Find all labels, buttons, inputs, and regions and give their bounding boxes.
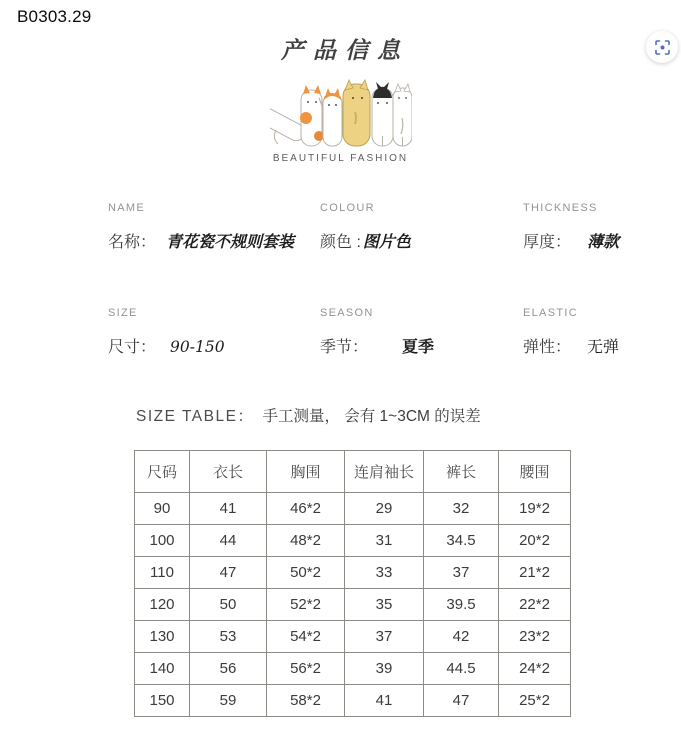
size-table-cell: 35 (345, 589, 424, 621)
size-table-cell: 39 (345, 653, 424, 685)
size-table-header-cell: 腰围 (499, 451, 571, 493)
info-value: 无弹 (587, 339, 620, 356)
info-value: 青花瓷不规则套装 (166, 234, 295, 251)
info-label-en: SIZE (108, 307, 138, 319)
info-value: 夏季 (402, 339, 435, 356)
size-table-cell: 47 (190, 557, 267, 589)
size-table-cell: 58*2 (267, 685, 345, 717)
size-table-cell: 110 (135, 557, 190, 589)
info-value: 图片色 (362, 234, 411, 251)
info-label-en: COLOUR (320, 202, 375, 214)
size-table-cell: 59 (190, 685, 267, 717)
info-value: 薄款 (587, 234, 620, 251)
info-value: 90-150 (170, 338, 225, 356)
size-table-cell: 39.5 (424, 589, 499, 621)
size-table-cell: 52*2 (267, 589, 345, 621)
size-table-cell: 41 (190, 493, 267, 525)
size-table-cell: 56 (190, 653, 267, 685)
size-table-cell: 34.5 (424, 525, 499, 557)
size-table-body (135, 493, 571, 717)
info-cell-size (108, 307, 320, 357)
size-table-cell: 29 (345, 493, 424, 525)
size-table-row (135, 685, 571, 717)
info-field: 名称： (108, 234, 157, 251)
size-table-head (135, 451, 571, 493)
size-table-cell: 120 (135, 589, 190, 621)
size-table (134, 450, 571, 717)
size-table-cell: 22*2 (499, 589, 571, 621)
size-table-row (135, 621, 571, 653)
product-code: B0303.29 (17, 7, 92, 26)
size-table-header-cell: 裤长 (424, 451, 499, 493)
size-table-row (135, 493, 571, 525)
page-title: 产品信息 (281, 37, 409, 64)
size-table-cell: 41 (345, 685, 424, 717)
size-table-cell: 50*2 (267, 557, 345, 589)
size-table-cell: 23*2 (499, 621, 571, 653)
size-table-cell: 37 (424, 557, 499, 589)
size-table-cell: 46*2 (267, 493, 345, 525)
info-field: 厚度： (523, 234, 572, 251)
size-table-cell: 47 (424, 685, 499, 717)
size-table-header-cell: 连肩袖长 (345, 451, 424, 493)
size-table-cell: 150 (135, 685, 190, 717)
size-table-heading-note: 手工测量， 会有 1~3CM 的误差 (262, 408, 481, 425)
info-cell-colour (320, 202, 523, 252)
size-table-heading (136, 404, 481, 426)
size-table-cell: 56*2 (267, 653, 345, 685)
info-cell-thickness (523, 202, 673, 252)
info-field: 弹性： (523, 339, 572, 356)
size-table-row (135, 525, 571, 557)
info-field: 季节： (320, 339, 369, 356)
info-label-en: THICKNESS (523, 202, 598, 214)
info-cell-season (320, 307, 523, 357)
size-table-cell: 140 (135, 653, 190, 685)
size-table-cell: 90 (135, 493, 190, 525)
info-cell-name (108, 202, 320, 252)
size-table-cell: 44 (190, 525, 267, 557)
cats-illustration (270, 78, 412, 150)
brand-tagline: BEAUTIFUL FASHION (272, 153, 409, 164)
info-cell-elastic (523, 307, 673, 357)
info-label-en: SEASON (320, 307, 374, 319)
visual-search-button[interactable] (646, 31, 678, 63)
size-table-cell: 32 (424, 493, 499, 525)
size-table-cell: 130 (135, 621, 190, 653)
size-table-row (135, 589, 571, 621)
size-table-cell: 19*2 (499, 493, 571, 525)
size-table-cell: 42 (424, 621, 499, 653)
size-table-cell: 44.5 (424, 653, 499, 685)
size-table-cell: 21*2 (499, 557, 571, 589)
size-table-cell: 20*2 (499, 525, 571, 557)
size-table-row (135, 557, 571, 589)
size-table-cell: 31 (345, 525, 424, 557)
size-table-row (135, 653, 571, 685)
size-table-cell: 48*2 (267, 525, 345, 557)
info-label-en: ELASTIC (523, 307, 578, 319)
info-field: 颜色 : (320, 234, 361, 251)
size-table-heading-en: SIZE TABLE： (136, 408, 255, 425)
size-table-header-cell: 尺码 (135, 451, 190, 493)
size-table-header-cell: 胸围 (267, 451, 345, 493)
product-info-grid (108, 202, 673, 357)
info-label-en: NAME (108, 202, 145, 214)
brand-block (0, 78, 681, 164)
size-table-cell: 37 (345, 621, 424, 653)
size-table-cell: 33 (345, 557, 424, 589)
size-table-header-row (135, 451, 571, 493)
visual-search-icon (655, 40, 670, 55)
size-table-cell: 25*2 (499, 685, 571, 717)
size-table-header-cell: 衣长 (190, 451, 267, 493)
size-table-cell: 53 (190, 621, 267, 653)
info-field: 尺寸： (108, 339, 157, 356)
size-table-cell: 100 (135, 525, 190, 557)
size-table-cell: 54*2 (267, 621, 345, 653)
size-table-cell: 50 (190, 589, 267, 621)
size-table-cell: 24*2 (499, 653, 571, 685)
